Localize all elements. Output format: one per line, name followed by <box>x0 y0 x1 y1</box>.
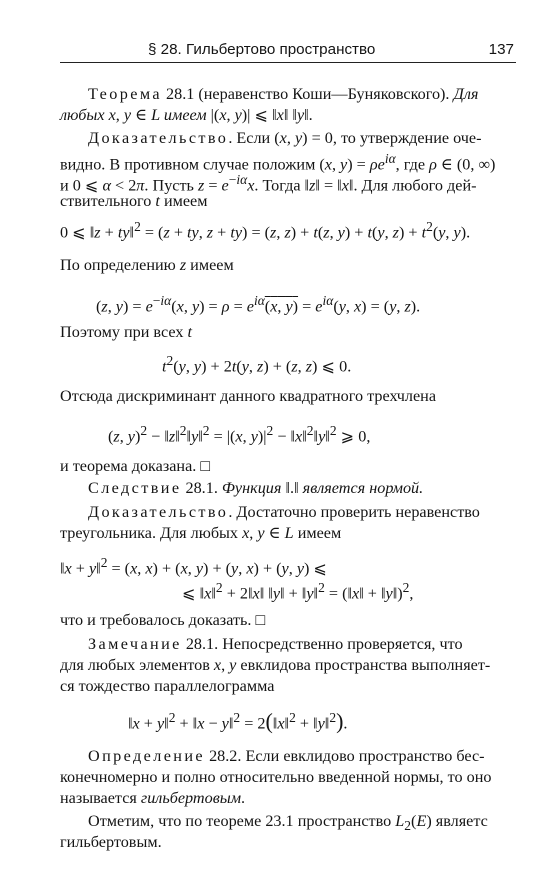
corollary-proof-end: что и требовалось доказать. □ <box>60 611 266 629</box>
equation-triangle-line-1: ‖x + y‖$^2$ = (x, x) + (x, y) + (y, x) + (y, y) ⩽ <box>60 555 328 578</box>
proof-line-5: По определению z имеем <box>60 256 234 274</box>
proof-line-4: ствительного t имеем <box>60 192 208 210</box>
corollary-28-1: Следствие 28.1. Функция ‖.‖ является нормой. <box>88 479 424 497</box>
proof-line-1: Доказательство. Если (x, y) = 0, то утверждение оче- <box>88 129 482 147</box>
closing-line-2: гильбертовым. <box>60 833 162 851</box>
proof-line-6: Поэтому при всех t <box>60 323 192 341</box>
equation-norm-expansion: 0 ⩽ ‖z + ty‖$^2$ = (z + ty, z + ty) = (z, z) + t(z, y) + t(y, $z) + t^2(y$, y). <box>60 219 471 242</box>
remark-28-1-line-2: для любых элементов x, y евклидова пространства выполняет- <box>60 656 491 674</box>
proof-line-7: Отсюда дискриминант данного квадратного трехчлена <box>60 387 437 405</box>
header-section-title: § 28. Гильбертово пространство <box>148 41 376 58</box>
theorem-28-1-line-1: Теорема 28.1 (неравенство Коши—Буняковского). Для <box>88 85 479 103</box>
equation-triangle-line-2: ⩽ ‖x‖$^2$ + 2‖x‖ ‖y‖ + ‖y‖$^2$ = (‖x‖ + ‖y‖)$^2$, <box>182 580 414 603</box>
equation-parallelogram: ‖x + y‖$^2$ + ‖x − y‖$^2$ = 2(‖x‖$^2$ + ‖y‖$^2$). <box>128 708 348 734</box>
definition-28-2-line-3: называется гильбертовым. <box>60 789 246 807</box>
proof-line-3: и 0 ⩽ α < 2π. Пусть $z = e^{-i\alpha}x$. Тогда ‖z‖ = ‖x‖. Для любого дей- <box>60 172 477 195</box>
corollary-proof-line-2: треугольника. Для любых x, y ∈ L имеем <box>60 524 342 542</box>
equation-z-y-product: (z, $y) = e^{-i\alpha}(x$, $y) = \rho = e^{i\alpha}(x$, $y) = e^{i\alpha}(y$, x) = (y, z). <box>96 293 421 316</box>
equation-discriminant: (z, y)$^2$ − ‖z‖$^2$‖y‖$^2$ = |(x, $y)|^2$ − ‖x‖$^2$‖y‖$^2$ ⩾ 0, <box>108 423 371 446</box>
definition-28-2-line-1: Определение 28.2. Если евклидово пространство бес- <box>88 747 485 765</box>
remark-28-1-line-3: ся тождество параллелограмма <box>60 677 275 695</box>
definition-28-2-line-2: конечномерно и полно относительно введенной нормы, то оно <box>60 768 492 786</box>
corollary-proof-line-1: Доказательство. Достаточно проверить неравенство <box>88 503 480 521</box>
running-header <box>60 40 516 63</box>
header-page-number: 137 <box>488 41 514 58</box>
closing-line-1: Отметим, что по теореме 23.1 пространство $L_2(E)$ являетс <box>88 812 488 834</box>
remark-28-1-line-1: Замечание 28.1. Непосредственно проверяется, что <box>88 635 463 653</box>
proof-line-8: и теорема доказана. □ <box>60 457 211 475</box>
proof-line-2: видно. В противном случае положим (x, $y) = \rho e^{i\alpha}$, где ρ ∈ (0, ∞) <box>60 151 496 174</box>
equation-quadratic: $t^2(y$, y) + 2t(y, z) + (z, z) ⩽ 0. <box>162 353 352 376</box>
theorem-28-1-line-2: любых x, y ∈ L имеем |(x, y)| ⩽ ‖x‖ ‖y‖. <box>60 106 313 124</box>
